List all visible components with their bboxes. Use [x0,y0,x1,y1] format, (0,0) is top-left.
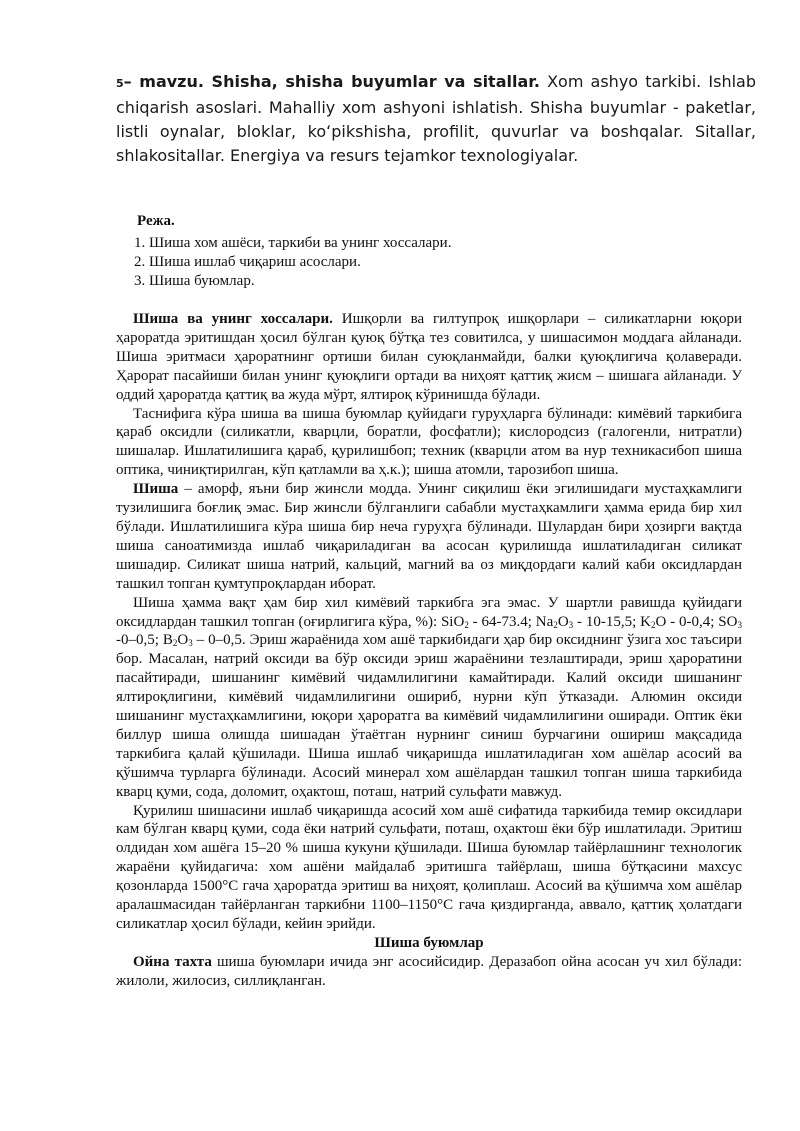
paragraph [116,310,742,405]
subscript: 3 [568,619,574,630]
topic-description: Xom ashyo tarkibi. Ishlab chiqarish asoslari. Mahalliy xom ashyoni ishlatish. Shisha buyumlar - paketlar, listli oynalar, bloklar, koʻpikshisha, profilit, quvurlar va boshqalar. Sitallar, shlakositallar. Energiya va resurs tejamkor texnologiyalar. [116,72,756,165]
topic-header [116,70,756,168]
plan-item: 2. Шиша ишлаб чиқариш асослари. [134,254,361,270]
subscript: 2 [650,619,656,630]
paragraph: Қурилиш шишасини ишлаб чиқаришда асосий хом ашё сифатида таркибида темир оксидлари кам бўлган кварц қуми, сода ёки натрий сульфати, поташ, оҳактош ёки бўр ишлатилади. Эритиш олдидан хом ашёга 15–20 % шиша кукуни қўшилади. Шиша буюмлар тайёрлашнинг технологик жараёни қуйидагича: хом ашёни майдалаб эритишга тайёрлаш, шиша бўтқасини махсус қозонларда 1500°С гача ҳароратда эритиш ва ниҳоят, қолиплаш. Асосий ва қўшимча хом ашёлар аралашмасидан тайёрланган таркибни 1100–1150°С гача қиздирганда, аввало, қаттиқ ҳолатдаги силикатлар ҳосил бўлади, кейин эрийди. [116,802,742,932]
plan-item: 3. Шиша буюмлар. [134,273,255,289]
plan-section [116,212,756,291]
paragraph-text: шиша буюмлари ичида энг асосийсидир. Деразабоп ойна асосан уч хил бўлади: жилоли, жилосиз, силлиқланган. [116,953,742,989]
body-text [116,310,742,991]
plan-title: Режа. [137,213,175,229]
plan-item: 1. Шиша хом ашёси, таркиби ва унинг хоссалари. [134,235,452,251]
paragraph [116,594,742,802]
paragraph-text: – аморф, яъни бир жинсли модда. Унинг сиқилиш ёки эгилишидаги мустаҳкамлиги тузилишига боғлиқ эмас. Бир жинсли бўлганлиги сабабли мустаҳкамлиги ҳамма ерида бир хил бўлади. Ишлатилишига кўра шиша бир неча гуруҳга бўлинади. Шулардан бири ҳозирги вақтда шиша саноатимизда ишлаб чиқариладиган ва асосан қурилишда ишлатиладиган силикат шишадир. Силикат шиша натрий, кальций, магний ва оз миқдордаги калий каби оксидлардан ташкил топган қумтупроқлардан иборат. [116,481,742,592]
subscript: 2 [172,638,178,649]
section-heading: Шиша ва унинг хоссалари. [133,311,333,327]
paragraph-text: - 64-73.4; Na [468,613,554,630]
paragraph-text: -0–0,5; B [116,632,173,649]
paragraph [116,953,742,991]
topic-number: 5 [116,77,124,90]
subscript: 3 [737,619,742,630]
paragraph-text: Ишқорли ва гилтупроқ ишқорлари – силикатларни юқори ҳароратда эритишдан ҳосил бўлган қуюқ бўтқа тез совитилса, у шишасимон моддага айланади. Шиша эритмаси ҳароратнинг ортиши билан суюқланмайди, балки қуюқлигича қолаверади. Ҳарорат пасайиши билан унинг қуюқлиги ортади ва ниҳоят қаттиқ жисм – шишага айланади. У оддий ҳароратда қаттиқ ва жуда мўрт, ялтироқ кўринишда бўлади. [116,311,742,403]
subscript: 2 [464,619,469,630]
paragraph: Таснифига кўра шиша ва шиша буюмлар қуйидаги гуруҳларга бўлинади: кимёвий таркибига қараб оксидли (силикатли, кварцли, боратли, фосфатли); кислородсиз (галогенли, нитратли) шишалар. Ишлатилишига қараб, қурилишбоп; техник (кварцли атом ва нур техникасибоп шиша оптика, чиниқтирилган, кўп қатламли ва ҳ.к.); шиша атомли, тарозибоп шиша. [116,405,742,479]
paragraph [116,480,742,593]
paragraph-text: Шиша ҳамма вақт ҳам бир хил кимёвий таркибга эга эмас. У шартли равишда қуйидаги оксидлардан ташкил топган (оғирлигига кўра, %): SiO [116,594,742,630]
subscript: 2 [553,619,558,630]
section-heading: Шиша буюмлар [374,934,484,951]
paragraph-text: O [557,613,569,630]
paragraph-text: O [177,632,189,649]
bold-term: Шиша [133,481,179,498]
paragraph-text: – 0–0,5. Эриш жараёнида хом ашё таркибидаги ҳар бир оксиднинг ўзига хос таъсири бор. Масалан, натрий оксиди ва бўр оксиди эриш жараёнини тезлаштиради, эриш ҳароратини пасайтиради, шишанинг кимёвий чидамлилигини камайтиради. Калий оксиди шишанинг ялтироқлигини, кимёвий чидамлилигини ошириб, нурни кўп ўтказади. Алюмин оксиди шишанинг мустаҳкамлигини, юқори ҳароратга ва кимёвий чидамлилигини оширади. Оптик ёки биллур шиша олишда шишадан ўтаётган нурнинг синиш бурчагини ошириш мақсадида таркибига қалай қўшилади. Шиша ишлаб чиқаришда ишлатиладиган хом ашёлар асосий ва қўшимча турларга бўлинади. Асосий минерал хом ашёлардан ташкил топган шиша таркибида кварц қуми, сода, доломит, оҳактош, поташ, натрий сульфати мавжуд. [116,632,742,800]
subscript: 3 [188,638,193,649]
paragraph-text: - 10-15,5; K [573,613,651,630]
topic-title: – mavzu. Shisha, shisha buyumlar va sitallar. [123,72,540,91]
paragraph-text: O - 0-0,4; SO [655,613,738,630]
bold-term: Ойна тахта [133,953,212,970]
